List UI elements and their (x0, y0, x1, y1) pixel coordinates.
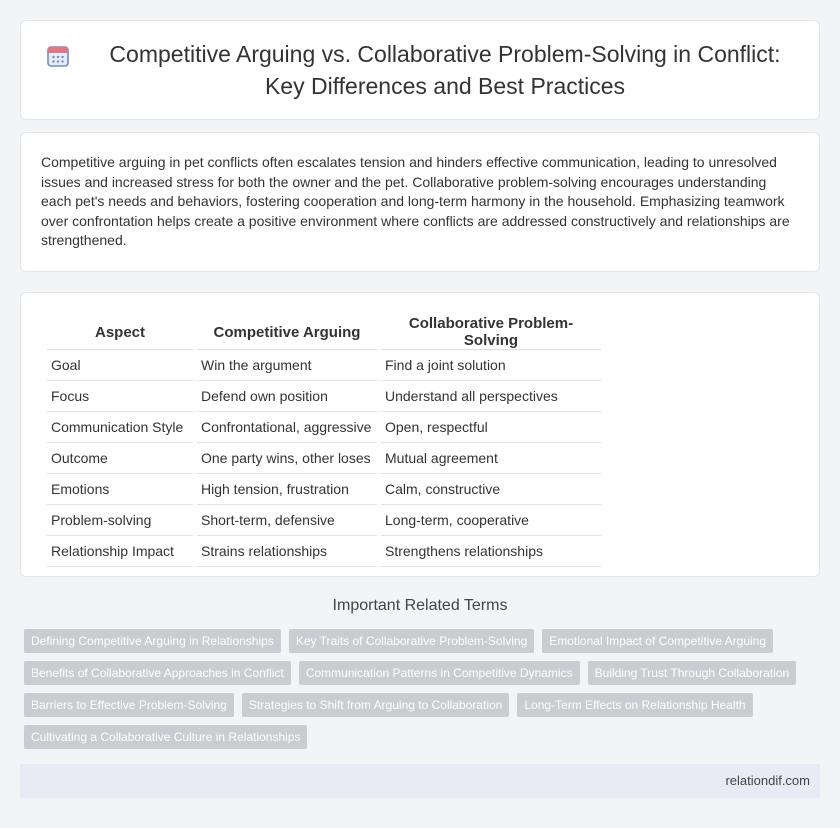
related-term-tag[interactable]: Benefits of Collaborative Approaches in Conflict (24, 661, 291, 685)
cell-aspect: Communication Style (47, 412, 193, 443)
title-wrap (45, 38, 795, 102)
cell-collaborative: Mutual agreement (381, 443, 601, 474)
comparison-table (43, 315, 605, 567)
table-row (47, 536, 601, 567)
related-term-tag[interactable]: Building Trust Through Collaboration (588, 661, 797, 685)
table-row (47, 474, 601, 505)
comparison-card (20, 292, 820, 577)
cell-collaborative: Find a joint solution (381, 350, 601, 381)
cell-competitive: High tension, frustration (197, 474, 377, 505)
table-row (47, 505, 601, 536)
cell-collaborative: Strengthens relationships (381, 536, 601, 567)
header-competitive: Competitive Arguing (197, 315, 377, 350)
intro-paragraph: Competitive arguing in pet conflicts often escalates tension and hinders effective communication, leading to unresolved issues and increased stress for both the owner and the pet. Collaborative problem-solving encourages understanding each pet's needs and behaviors, fostering cooperation and long-term harmony in the household. Emphasizing teamwork over confrontation helps create a positive environment where conflicts are addressed constructively and relationships are strengthened. (41, 154, 790, 249)
intro-card (20, 132, 820, 272)
related-term-tag[interactable]: Emotional Impact of Competitive Arguing (542, 629, 773, 653)
cell-competitive: One party wins, other loses (197, 443, 377, 474)
footer-site-link[interactable]: relationdif.com (725, 773, 810, 788)
header-collaborative: Collaborative Problem-Solving (381, 315, 601, 350)
calendar-icon (45, 43, 71, 69)
related-terms-title: Important Related Terms (332, 597, 508, 614)
cell-aspect: Problem-solving (47, 505, 193, 536)
table-row (47, 350, 601, 381)
cell-competitive: Confrontational, aggressive (197, 412, 377, 443)
table-row (47, 443, 601, 474)
header-aspect: Aspect (47, 315, 193, 350)
cell-competitive: Short-term, defensive (197, 505, 377, 536)
related-term-tag[interactable]: Barriers to Effective Problem-Solving (24, 693, 234, 717)
cell-competitive: Strains relationships (197, 536, 377, 567)
cell-collaborative: Open, respectful (381, 412, 601, 443)
related-term-tag[interactable]: Key Traits of Collaborative Problem-Solving (289, 629, 534, 653)
related-term-tag[interactable]: Long-Term Effects on Relationship Health (517, 693, 752, 717)
table-header-row (47, 315, 601, 350)
cell-collaborative: Understand all perspectives (381, 381, 601, 412)
footer (20, 764, 820, 798)
cell-collaborative: Calm, constructive (381, 474, 601, 505)
cell-competitive: Defend own position (197, 381, 377, 412)
related-terms-list (24, 629, 814, 757)
table-row (47, 381, 601, 412)
related-term-tag[interactable]: Strategies to Shift from Arguing to Collaboration (242, 693, 509, 717)
related-term-tag[interactable]: Cultivating a Collaborative Culture in Relationships (24, 725, 307, 749)
cell-aspect: Emotions (47, 474, 193, 505)
cell-aspect: Outcome (47, 443, 193, 474)
cell-aspect: Focus (47, 381, 193, 412)
header-card (20, 20, 820, 120)
cell-aspect: Goal (47, 350, 193, 381)
cell-competitive: Win the argument (197, 350, 377, 381)
related-term-tag[interactable]: Communication Patterns in Competitive Dynamics (299, 661, 580, 685)
related-term-tag[interactable]: Defining Competitive Arguing in Relationships (24, 629, 281, 653)
page-title: Competitive Arguing vs. Collaborative Problem-Solving in Conflict: Key Differences and Best Practices (109, 41, 781, 99)
cell-aspect: Relationship Impact (47, 536, 193, 567)
table-row (47, 412, 601, 443)
cell-collaborative: Long-term, cooperative (381, 505, 601, 536)
